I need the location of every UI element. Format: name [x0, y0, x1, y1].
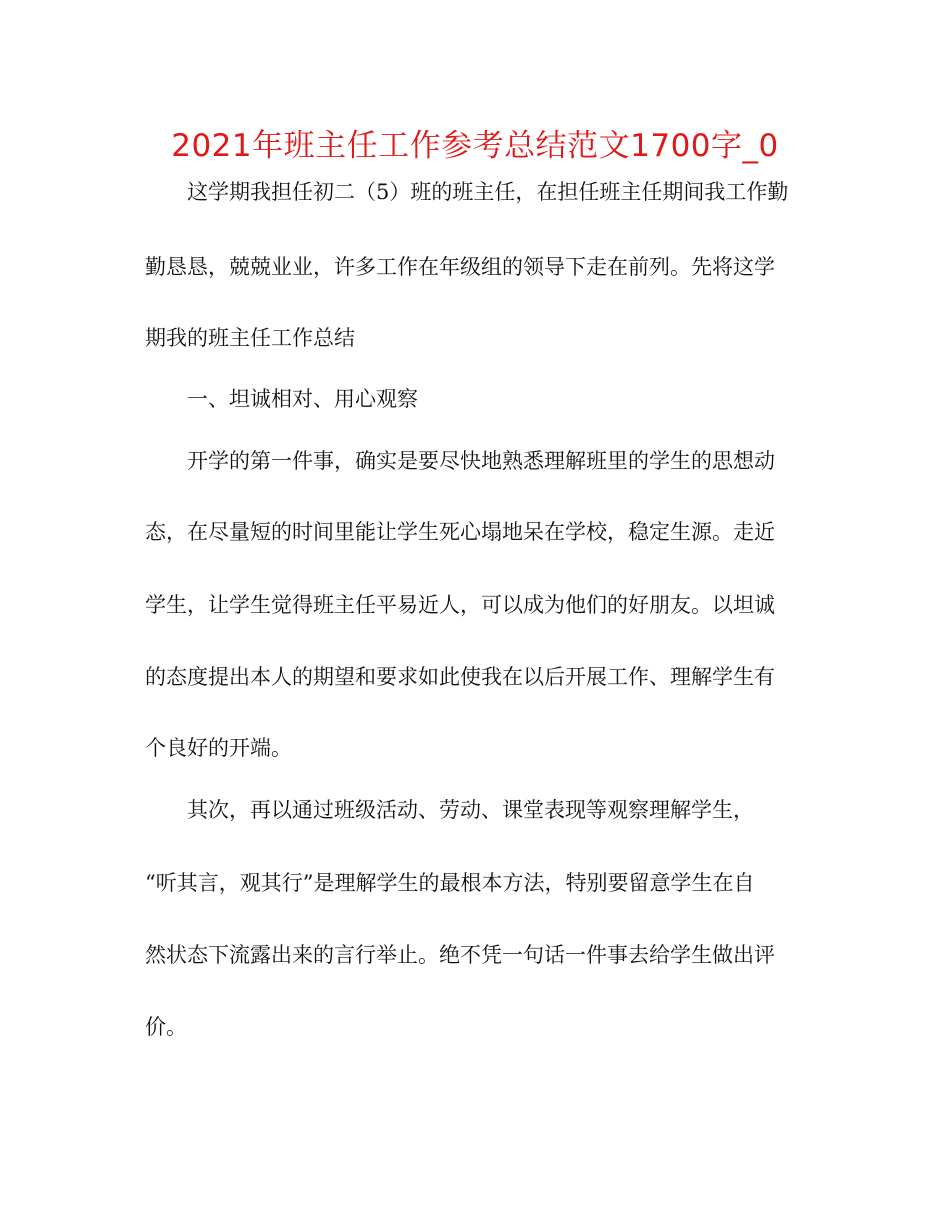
paragraph-line: 期我的班主任工作总结 [145, 326, 355, 350]
document-title: 2021年班主任工作参考总结范文1700字_0 [171, 128, 779, 164]
paragraph-line: 学生，让学生觉得班主任平易近人，可以成为他们的好朋友。以坦诚 [145, 593, 775, 617]
section-heading: 一、坦诚相对、用心观察 [187, 387, 418, 411]
paragraph-line: “听其言，观其行”是理解学生的最根本方法，特别要留意学生在自 [145, 871, 755, 895]
paragraph-line: 开学的第一件事，确实是要尽快地熟悉理解班里的学生的思想动 [187, 449, 775, 473]
paragraph-line: 然状态下流露出来的言行举止。绝不凭一句话一件事去给学生做出评 [145, 943, 775, 967]
paragraph-line: 态，在尽量短的时间里能让学生死心塌地呆在学校，稳定生源。走近 [145, 520, 775, 544]
paragraph-line: 的态度提出本人的期望和要求如此使我在以后开展工作、理解学生有 [145, 665, 775, 689]
paragraph-line: 个良好的开端。 [145, 736, 292, 760]
paragraph-line: 其次，再以通过班级活动、劳动、课堂表现等观察理解学生， [187, 798, 754, 822]
paragraph-line: 勤恳恳，兢兢业业，许多工作在年级组的领导下走在前列。先将这学 [145, 255, 775, 279]
paragraph-line: 这学期我担任初二（5）班的班主任，在担任班主任期间我工作勤 [187, 180, 789, 204]
paragraph-line: 价。 [145, 1015, 187, 1039]
